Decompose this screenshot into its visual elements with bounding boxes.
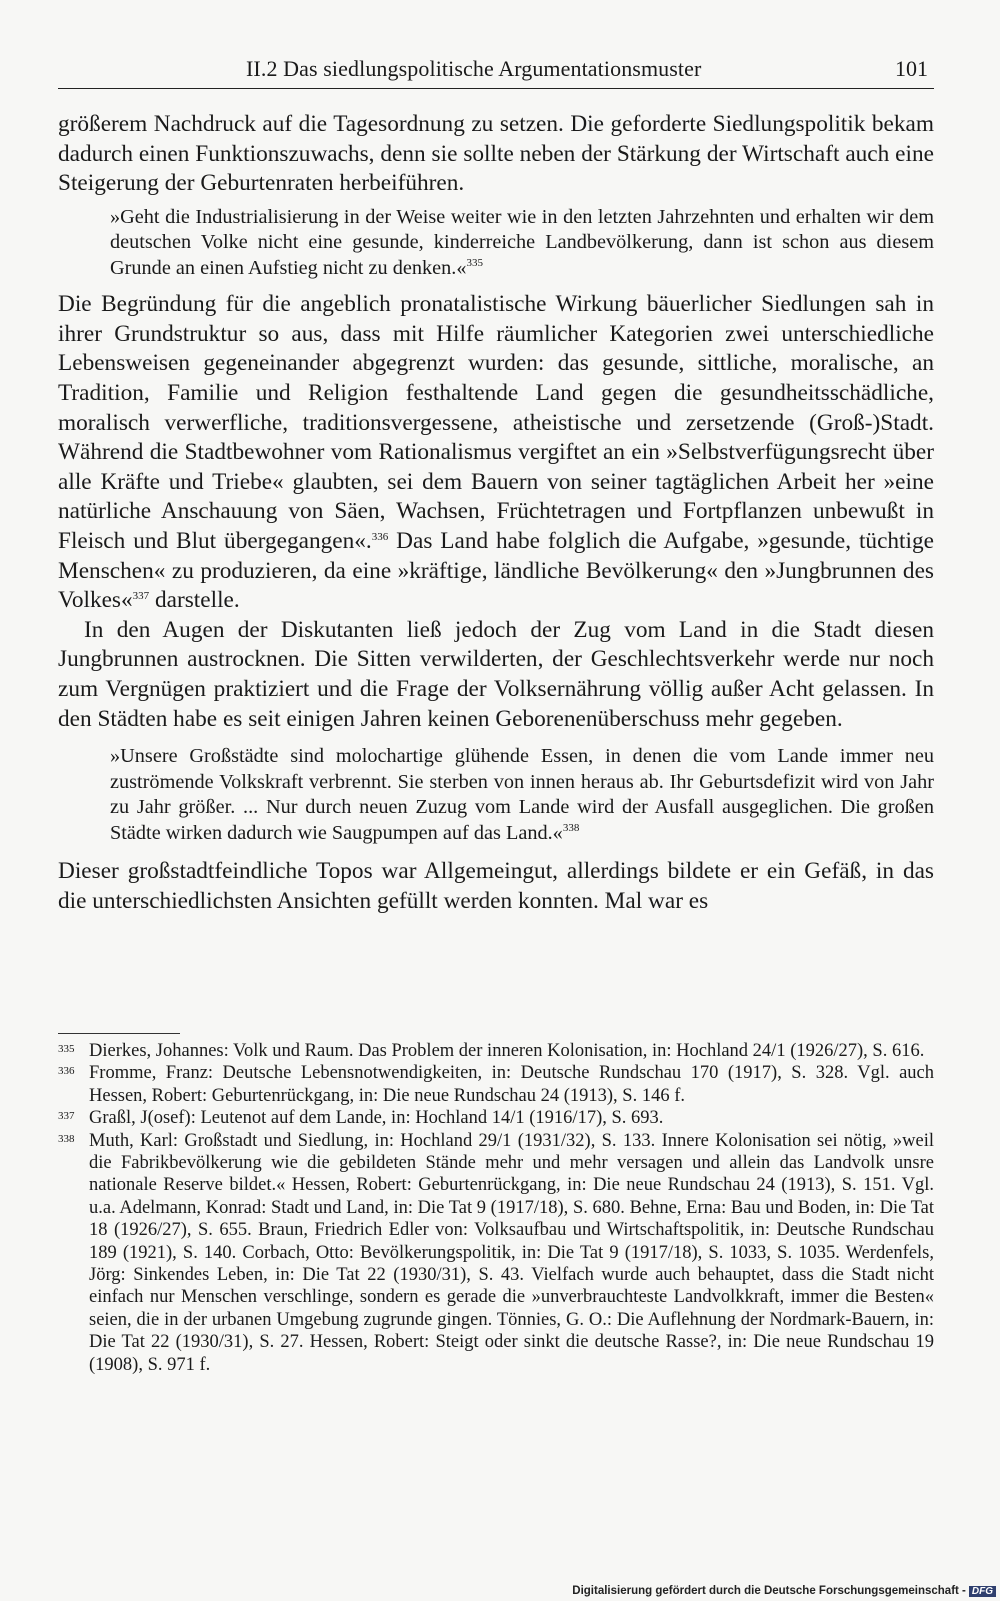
block-quote-1 — [110, 205, 934, 282]
footnote-338 — [58, 1130, 934, 1376]
footnote-336 — [58, 1062, 934, 1107]
footnote-ref-337[interactable]: 337 — [132, 590, 150, 603]
paragraph-4: Dieser großstadtfeindliche Topos war Allgemeingut, allerdings bildete er ein Gefäß, in das die unterschiedlichsten Ansichten gefüllt werden konnten. Mal war es — [58, 858, 934, 914]
footnote-ref-336[interactable]: 336 — [371, 531, 389, 544]
footnote-text: Graßl, J(osef): Leutenot auf dem Lande, in: Hochland 14/1 (1916/17), S. 693. — [89, 1108, 664, 1129]
footnote-ref-335[interactable]: 335 — [466, 256, 484, 269]
digitization-footer — [572, 1585, 996, 1597]
paragraph-text: Das Land habe folglich die Aufgabe, »gesunde, tüchtige Menschen« zu produzieren, da eine »kräftige, ländliche Bevölkerung« den »Jungbrunnen des Volkes« — [58, 528, 934, 614]
paragraph-text: Die Begründung für die angeblich pronatalistische Wirkung bäuerlicher Siedlungen sah in ihrer Grundstruktur so aus, dass mit Hilfe räumlicher Kategorien zwei unterschiedliche Lebensweisen gegeneinander abgegrenzt wurden: das gesunde, sittliche, moralische, an Tradition, Familie und Religion festhaltende Land gegen die gesundheitsschädliche, moralisch verwerfliche, traditionsvergessene, atheistische und zersetzende (Groß-)Stadt. Während die Stadtbewohner vom Rationalismus vergiftet an ein »Selbstverfügungsrecht über alle Kräfte und Triebe« glaubten, sei dem Bauern von seiner tagtäglichen Arbeit her »eine natürliche Anschauung von Säen, Wachsen, Früchtetragen und Fortpflanzen unbewußt in Fleisch und Blut übergegangen«. — [58, 291, 934, 555]
footnote-number: 338 — [58, 1132, 75, 1145]
footnote-number: 336 — [58, 1065, 75, 1078]
footnote-337 — [58, 1107, 934, 1129]
footnotes — [58, 1040, 934, 1376]
paragraph-text: darstelle. — [149, 587, 240, 614]
footer-text: Digitalisierung gefördert durch die Deutsche Forschungsgemeinschaft - — [572, 1585, 966, 1597]
footnote-text: Muth, Karl: Großstadt und Siedlung, in: Hochland 29/1 (1931/32), S. 133. Innere Kolonisation sei nötig, »weil die Fabrikbevölkerung wie die gebildeten Stände mehr und mehr versagen und allein das Landvolk unsre nationale Reserve bildet.« Hessen, Robert: Geburtenrückgang, in: Die neue Rundschau 24 (1913), S. 151. Vgl. u.a. Adelmann, Konrad: Stadt und Land, in: Die Tat 9 (1917/18), S. 680. Behne, Erna: Bau und Boden, in: Die Tat 18 (1926/27), S. 655. Braun, Friedrich Edler von: Volksaufbau und Wirtschaftspolitik, in: Deutsche Rundschau 189 (1921), S. 140. Corbach, Otto: Bevölkerungspolitik, in: Die Tat 9 (1917/18), S. 1033, S. 1035. Werdenfels, Jörg: Sinkendes Leben, in: Die Tat 22 (1930/31), S. 43. Vielfach wurde auch behauptet, dass die Stadt nicht einfach nur Menschen verschlinge, sondern es gerade die »unverbrauchteste Landvolkkraft, immer die Besten« seien, die in der urbanen Umgebung zugrunde gingen. Tönnies, G. O.: Die Auflehnung der Nordmark-Bauern, in: Die Tat 22 (1930/31), S. 27. Hessen, Robert: Steigt oder sinkt die deutsche Rasse?, in: Die neue Rundschau 19 (1908), S. 971 f. — [89, 1130, 934, 1375]
footnote-number: 337 — [58, 1110, 75, 1123]
page-number: 101 — [895, 56, 928, 81]
block-quote-2 — [110, 744, 934, 846]
running-title: II.2 Das siedlungspolitische Argumentationsmuster — [246, 56, 702, 81]
quote-text: »Unsere Großstädte sind molochartige glühende Essen, in denen die vom Lande immer neu zuströmende Volkskraft verbrennt. Sie sterben von innen heraus ab. Ihr Geburtsdefizit wird von Jahr zu Jahr größer. ... Nur durch neuen Zuzug vom Lande wird der Ausfall ausgeglichen. Die großen Städte wirken dadurch wie Saugpumpen auf das Land.« — [110, 745, 934, 844]
footnote-text: Dierkes, Johannes: Volk und Raum. Das Problem der inneren Kolonisation, in: Hochland 24/1 (1926/27), S. 616. — [89, 1041, 925, 1061]
dfg-logo-icon: DFG — [969, 1586, 996, 1597]
paragraph-3: In den Augen der Diskutanten ließ jedoch der Zug vom Land in die Stadt diesen Jungbrunnen austrocknen. Die Sitten verwilderten, der Geschlechtsverkehr werde nur noch zum Vergnügen praktiziert und die Frage der Volksernährung völlig außer Acht gelassen. In den Städten habe es seit einigen Jahren keinen Geborenenüberschuss mehr gegeben. — [58, 616, 934, 732]
page-header — [58, 54, 934, 89]
footnote-335 — [58, 1040, 934, 1062]
footnote-ref-338[interactable]: 338 — [562, 821, 580, 834]
quote-text: »Geht die Industrialisierung in der Weise weiter wie in den letzten Jahrzehnten und erhalten wir dem deutschen Volke nicht eine gesunde, kinderreiche Landbevölkerung, dann ist schon aus diesem Grunde an einen Aufstieg nicht zu denken.« — [110, 205, 934, 279]
main-text — [58, 110, 934, 916]
footnote-separator — [58, 1033, 180, 1034]
footnote-number: 335 — [58, 1043, 75, 1055]
paragraph-2 — [58, 290, 934, 616]
paragraph-1: größerem Nachdruck auf die Tagesordnung zu setzen. Die geforderte Siedlungspolitik bekam dadurch einen Funktionszuwachs, denn sie sollte neben der Stärkung der Wirtschaft auch eine Steigerung der Geburtenraten herbeiführen. — [58, 111, 934, 197]
footnote-text: Fromme, Franz: Deutsche Lebensnotwendigkeiten, in: Deutsche Rundschau 170 (1917), S. 328. Vgl. auch Hessen, Robert: Geburtenrückgang, in: Die neue Rundschau 24 (1913), S. 146 f. — [89, 1063, 934, 1106]
